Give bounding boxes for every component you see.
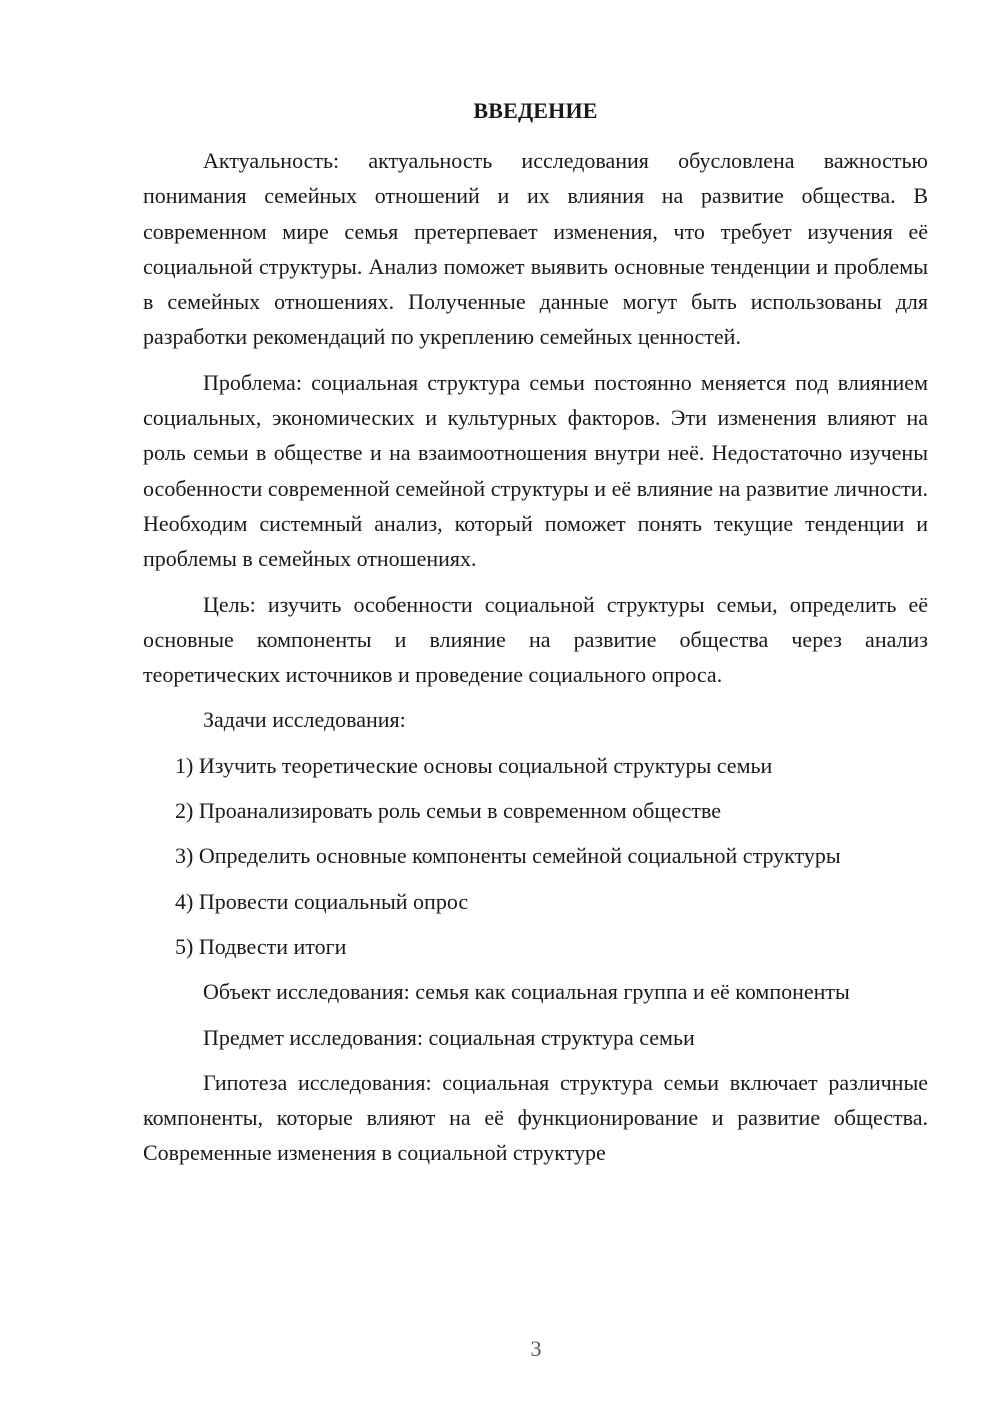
list-item: 1) Изучить теоретические основы социальной структуры семьи bbox=[175, 752, 773, 778]
page-title: ВВЕДЕНИЕ bbox=[473, 98, 598, 123]
tasks-list bbox=[143, 748, 928, 964]
paragraph-hypothesis: Гипотеза исследования: социальная структура семьи включает различные компоненты, которые влияют на её функционирование и развитие общества. Современные изменения в социальной структуре bbox=[143, 1069, 928, 1166]
document-body bbox=[143, 143, 928, 1181]
paragraph-subject: Предмет исследования: социальная структура семьи bbox=[203, 1024, 695, 1050]
page-number: 3 bbox=[530, 1336, 542, 1361]
paragraph-goal: Цель: изучить особенности социальной структуры семьи, определить её основные компоненты и влияние на развитие общества через анализ теоретических источников и проведение социального опроса. bbox=[143, 591, 928, 688]
paragraph-object: Объект исследования: семья как социальная группа и её компоненты bbox=[203, 979, 850, 1005]
paragraph-problem: Проблема: социальная структура семьи постоянно меняется под влиянием социальных, экономических и культурных факторов. Эти изменения влияют на роль семьи в обществе и на взаимоотношения внутри неё. Недостаточно изучены особенности современной семейной структуры и её влияние на развитие личности. Необходим системный анализ, который поможет понять текущие тенденции и проблемы в семейных отношениях. bbox=[143, 369, 928, 572]
paragraph-relevance: Актуальность: актуальность исследования обусловлена важностью понимания семейных отношений и их влияния на развитие общества. В современном мире семья претерпевает изменения, что требует изучения её социальной структуры. Анализ поможет выявить основные тенденции и проблемы в семейных отношениях. Полученные данные могут быть использованы для разработки рекомендаций по укреплению семейных ценностей. bbox=[143, 148, 928, 350]
list-item: 2) Проанализировать роль семьи в современном обществе bbox=[175, 798, 722, 824]
list-item: 3) Определить основные компоненты семейной социальной структуры bbox=[175, 843, 841, 869]
list-item: 4) Провести социальный опрос bbox=[175, 888, 469, 914]
tasks-heading: Задачи исследования: bbox=[203, 707, 406, 733]
list-item: 5) Подвести итоги bbox=[175, 933, 347, 959]
